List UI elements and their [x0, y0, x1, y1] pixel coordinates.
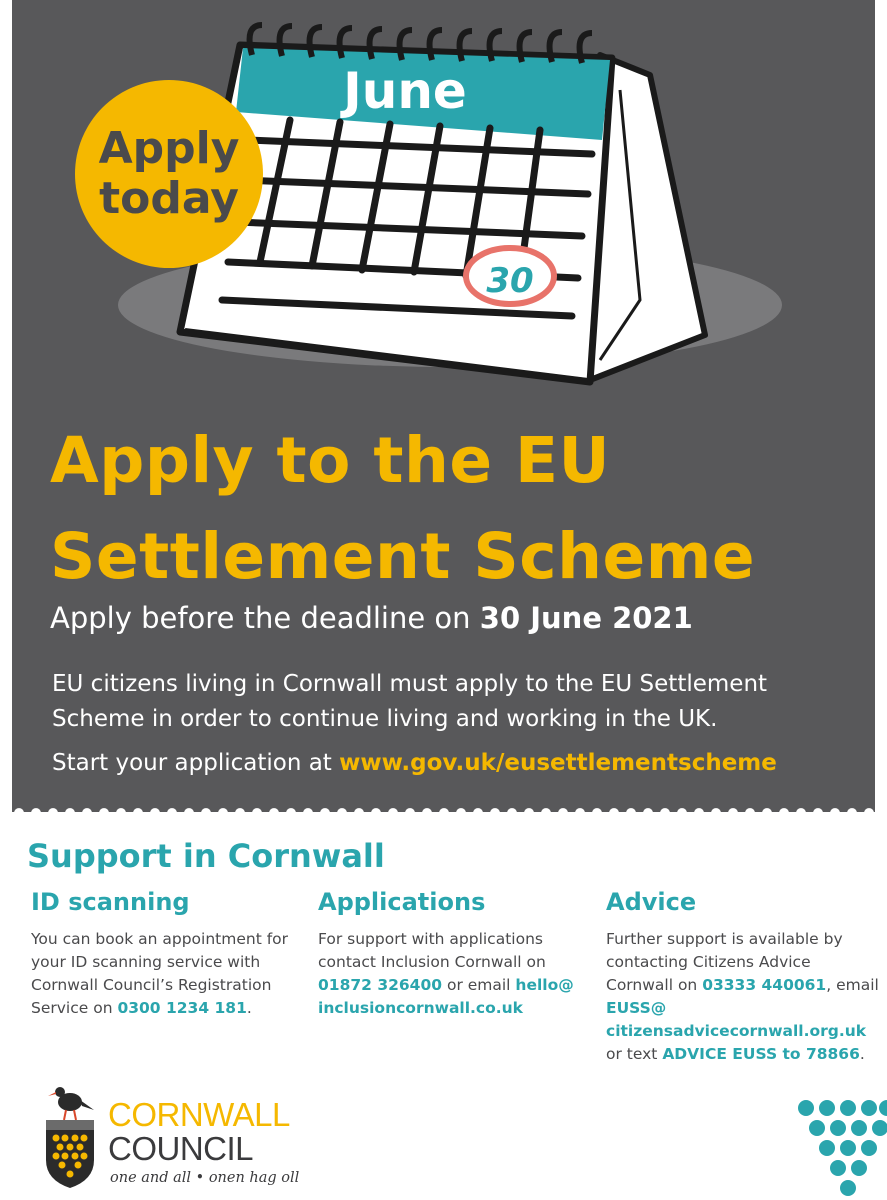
badge-line-2: today [99, 173, 239, 224]
column-heading: Advice [606, 888, 697, 916]
apply-today-badge [75, 80, 263, 268]
citizens-advice-phone[interactable]: 03333 440061 [702, 976, 827, 994]
start-prefix: Start your application at [52, 750, 340, 776]
calendar-circled-day: 30 [486, 261, 534, 301]
column-text-part: For support with applications contact Inclusion Cornwall on [318, 930, 546, 971]
dots-decoration-icon [792, 1098, 887, 1200]
column-text-part: . [246, 999, 252, 1017]
support-column-advice [606, 884, 881, 1066]
chough-crest-icon [40, 1080, 100, 1190]
column-text-part: or email [442, 976, 516, 994]
deadline-prefix: Apply before the deadline on [50, 601, 480, 635]
deadline-text [50, 598, 850, 638]
column-heading: ID scanning [31, 888, 190, 916]
support-column-id-scanning [31, 884, 306, 1020]
deadline-date: 30 June 2021 [479, 601, 693, 635]
column-text [31, 928, 306, 1020]
title-line-1: Apply to the EU [50, 424, 611, 497]
perforated-divider [12, 806, 875, 820]
inclusion-phone[interactable]: 01872 326400 [318, 976, 443, 994]
inclusion-email[interactable]: hello@ inclusioncornwall.co.uk [318, 976, 574, 1017]
logo-line-2: COUNCIL [108, 1130, 254, 1167]
badge-line-1: Apply [98, 123, 240, 174]
page-title [50, 413, 850, 605]
intro-text: EU citizens living in Cornwall must apply to the EU Settlement Scheme in order to continue living and working in the UK. [52, 671, 768, 732]
column-text-part: or text [606, 1045, 663, 1063]
title-line-2: Settlement Scheme [50, 520, 756, 593]
calendar-month: June [343, 62, 467, 120]
logo-line-1: CORNWALL [108, 1096, 290, 1133]
column-text-part: Further support is available by contacting Citizens Advice Cornwall on [606, 930, 843, 994]
column-text [318, 928, 593, 1020]
column-text [606, 928, 881, 1066]
logo-motto: one and all • onen hag oll [110, 1170, 300, 1186]
advice-sms: ADVICE EUSS to 78866 [662, 1045, 860, 1063]
citizens-advice-email[interactable]: EUSS@ citizensadvicecornwall.org.uk [606, 999, 867, 1040]
support-column-applications [318, 884, 593, 1020]
support-title: Support in Cornwall [27, 837, 385, 875]
column-text-part: You can book an appointment for your ID scanning service with Cornwall Council’s Registration Service on [31, 930, 289, 1017]
settlement-scheme-link[interactable]: www.gov.uk/eusettlementscheme [339, 750, 777, 776]
column-heading: Applications [318, 888, 486, 916]
column-text-part: . [859, 1045, 865, 1063]
registration-phone[interactable]: 0300 1234 181 [117, 999, 247, 1017]
logo-wordmark [108, 1098, 290, 1166]
cornwall-council-logo [40, 1080, 340, 1190]
column-text-part: , email [826, 976, 879, 994]
start-application [52, 746, 862, 781]
